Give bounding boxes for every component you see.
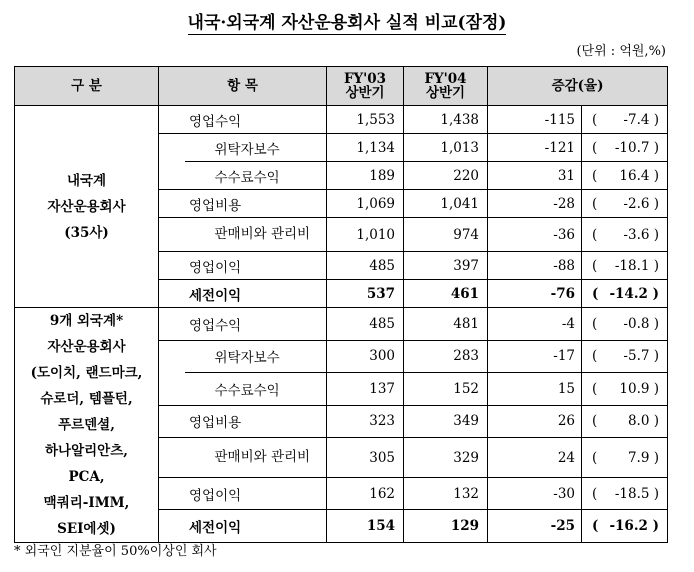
change-rate-value: -7.4: [623, 111, 650, 128]
change-rate-value: -10.7: [614, 139, 650, 156]
item-label: 수수료수익: [185, 162, 327, 190]
group-label-line: 자산운용회사: [47, 198, 126, 215]
fy03-value: 485: [327, 252, 404, 280]
group-label-line: (도이치, 랜드마크,: [30, 365, 143, 381]
change-rate-value: 10.9: [619, 380, 650, 397]
table-row: [15, 308, 668, 341]
header-fy03: FY'03 상반기: [327, 67, 404, 106]
change-rate: ( 7.9 ): [582, 438, 668, 478]
fy04-value: 1,013: [404, 134, 488, 162]
fy03-value: 537: [327, 280, 404, 308]
change-value: 31: [488, 162, 582, 190]
change-value: -121: [488, 134, 582, 162]
fy03-value: 485: [327, 308, 404, 341]
change-rate-value: -18.1: [614, 257, 650, 274]
indent-spacer: [159, 218, 185, 252]
change-rate: ( -14.2 ): [582, 280, 668, 308]
fy04-value: 329: [404, 438, 488, 478]
indent-spacer: [159, 340, 185, 373]
fy04-value: 1,438: [404, 106, 488, 134]
group-label-line: 하나알리안츠,: [45, 443, 128, 459]
fy03-value: 1,069: [327, 190, 404, 218]
change-rate: ( -18.1 ): [582, 252, 668, 280]
change-rate: ( -5.7 ): [582, 340, 668, 373]
change-value: -76: [488, 280, 582, 308]
fy04-value: 129: [404, 510, 488, 543]
change-rate-value: -18.5: [614, 485, 650, 502]
group-label-line: 9개 외국계*: [49, 313, 124, 329]
group-label-line: PCA,: [68, 469, 105, 485]
item-label: 위탁자보수: [185, 340, 327, 373]
header-row: [15, 67, 668, 106]
group-label-line: 내국계: [66, 172, 107, 189]
change-value: -115: [488, 106, 582, 134]
fy03-value: 300: [327, 340, 404, 373]
fy04-value: 349: [404, 405, 488, 438]
change-rate: ( 10.9 ): [582, 373, 668, 406]
item-label: 판매비와 관리비: [185, 218, 327, 252]
group-label-line: (35사): [64, 224, 109, 241]
change-rate: ( 16.4 ): [582, 162, 668, 190]
fy03-value: 323: [327, 405, 404, 438]
item-label: 세전이익: [159, 510, 327, 543]
fy03-value: 1,010: [327, 218, 404, 252]
change-rate-value: -3.6: [623, 226, 650, 243]
header-item: 항 목: [159, 67, 327, 106]
item-label: 위탁자보수: [185, 134, 327, 162]
change-rate: ( -3.6 ): [582, 218, 668, 252]
change-rate: ( -7.4 ): [582, 106, 668, 134]
change-value: -36: [488, 218, 582, 252]
indent-spacer: [159, 134, 185, 162]
change-rate-value: 8.0: [627, 413, 650, 430]
fy04-value: 220: [404, 162, 488, 190]
table-row: [15, 106, 668, 134]
change-rate: ( 8.0 ): [582, 405, 668, 438]
fy04-value: 481: [404, 308, 488, 341]
unit-note: (단위 : 억원,%): [576, 44, 666, 59]
fy04-value: 283: [404, 340, 488, 373]
fy04-value: 397: [404, 252, 488, 280]
change-rate-value: 16.4: [619, 167, 650, 184]
change-rate-value: -5.7: [623, 348, 650, 365]
change-value: 24: [488, 438, 582, 478]
item-label: 영업수익: [159, 106, 327, 134]
indent-spacer: [159, 373, 185, 406]
change-value: -4: [488, 308, 582, 341]
item-label: 영업비용: [159, 190, 327, 218]
item-label: 수수료수익: [185, 373, 327, 406]
indent-spacer: [159, 438, 185, 478]
footnote: * 외국인 지분율이 50%이상인 회사: [14, 544, 217, 559]
group-label-line: 푸르덴셜,: [58, 417, 115, 433]
fy03-value: 189: [327, 162, 404, 190]
fy03-value: 1,553: [327, 106, 404, 134]
change-value: -88: [488, 252, 582, 280]
indent-spacer: [159, 162, 185, 190]
item-label: 판매비와 관리비: [185, 438, 327, 478]
fy04-value: 132: [404, 477, 488, 510]
fy03-value: 137: [327, 373, 404, 406]
change-value: -30: [488, 477, 582, 510]
change-rate-value: -0.8: [623, 315, 650, 332]
fy04-value: 1,041: [404, 190, 488, 218]
change-value: 15: [488, 373, 582, 406]
group-label-line: SEI에셋): [57, 521, 116, 537]
change-value: 26: [488, 405, 582, 438]
group-label: [15, 308, 159, 543]
item-label: 영업이익: [159, 252, 327, 280]
fy04-value: 461: [404, 280, 488, 308]
item-label: 영업수익: [159, 308, 327, 341]
comparison-table: [14, 66, 668, 543]
change-rate: ( -2.6 ): [582, 190, 668, 218]
change-rate-value: 7.9: [627, 449, 650, 466]
change-value: -25: [488, 510, 582, 543]
header-fy04: FY'04 상반기: [404, 67, 488, 106]
change-rate-value: -2.6: [623, 195, 650, 212]
fy03-value: 162: [327, 477, 404, 510]
change-rate: ( -16.2 ): [582, 510, 668, 543]
change-rate: ( -18.5 ): [582, 477, 668, 510]
page-title: 내국·외국계 자산운용회사 실적 비교(잠정): [187, 13, 507, 33]
group-label-line: 자산운용회사: [47, 339, 126, 355]
group-label-line: 슈로더, 템플턴,: [40, 391, 133, 407]
change-rate: ( -10.7 ): [582, 134, 668, 162]
change-rate: ( -0.8 ): [582, 308, 668, 341]
group-label: [15, 106, 159, 308]
change-value: -17: [488, 340, 582, 373]
fy04-value: 974: [404, 218, 488, 252]
header-change: 증감(율): [488, 67, 668, 106]
item-label: 영업이익: [159, 477, 327, 510]
fy04-value: 152: [404, 373, 488, 406]
change-value: -28: [488, 190, 582, 218]
fy03-value: 154: [327, 510, 404, 543]
item-label: 세전이익: [159, 280, 327, 308]
fy03-value: 305: [327, 438, 404, 478]
header-group: 구 분: [15, 67, 159, 106]
fy03-value: 1,134: [327, 134, 404, 162]
group-label-line: 맥쿼리-IMM,: [43, 495, 130, 511]
change-rate-value: -16.2: [609, 518, 648, 535]
item-label: 영업비용: [159, 405, 327, 438]
change-rate-value: -14.2: [609, 285, 648, 302]
